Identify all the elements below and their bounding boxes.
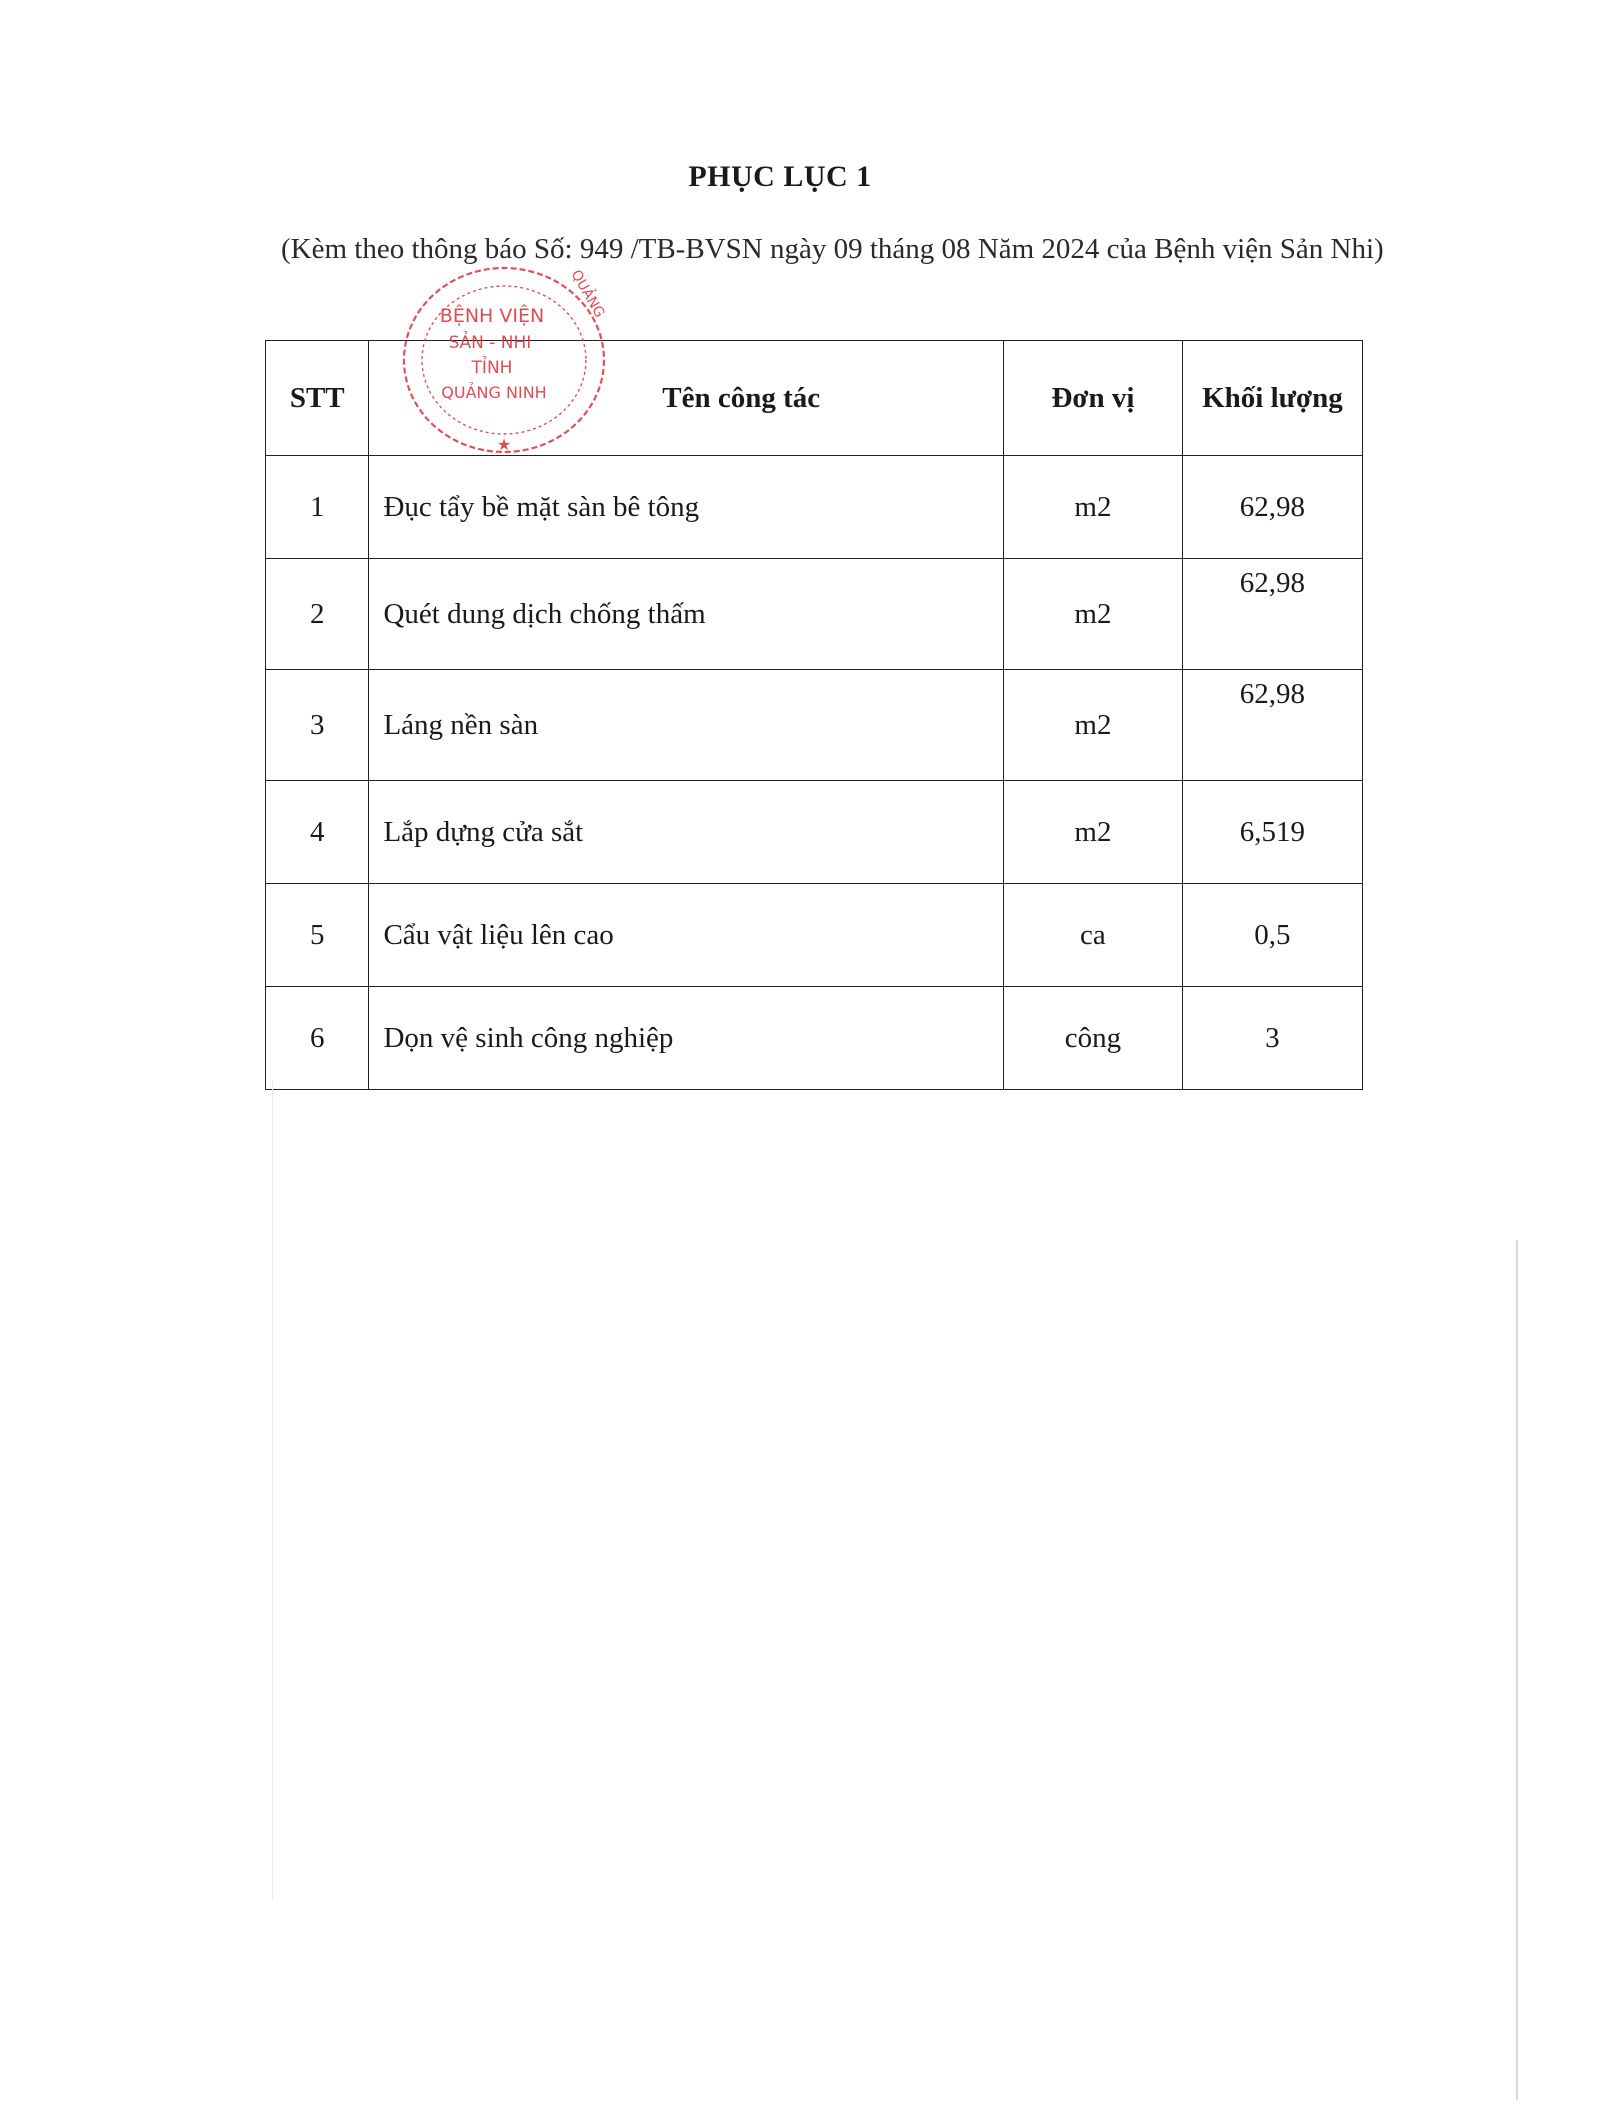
document-subtitle: (Kèm theo thông báo Số: 949 /TB-BVSN ngày 09 tháng 08 Năm 2024 của Bệnh viện Sản Nhi) — [281, 233, 1384, 265]
header-unit: Đơn vị — [1004, 341, 1183, 456]
scan-edge-line — [272, 1080, 273, 1900]
stamp-line-4: QUẢNG NINH — [441, 383, 547, 402]
page-title: PHỤC LỤC 1 — [688, 160, 872, 193]
row-task-name: Đục tẩy bề mặt sàn bê tông — [369, 456, 1004, 559]
table-row — [266, 884, 1363, 987]
row-task-name: Dọn vệ sinh công nghiệp — [369, 987, 1004, 1090]
table-row — [266, 559, 1363, 670]
stamp-line-3: TỈNH — [471, 358, 513, 378]
table-row — [266, 670, 1363, 781]
scan-edge-line — [1516, 1240, 1518, 2100]
table-row — [266, 781, 1363, 884]
stamp-star-icon: ★ — [496, 435, 512, 454]
row-quantity: 62,98 — [1182, 456, 1362, 559]
row-stt: 5 — [266, 884, 369, 987]
row-quantity: 3 — [1182, 987, 1362, 1090]
row-quantity: 0,5 — [1182, 884, 1362, 987]
header-stt: STT — [266, 341, 369, 456]
row-task-name: Quét dung dịch chống thấm — [369, 559, 1004, 670]
row-quantity: 6,519 — [1182, 781, 1362, 884]
row-stt: 3 — [266, 670, 369, 781]
row-stt: 1 — [266, 456, 369, 559]
row-quantity: 62,98 — [1182, 559, 1362, 670]
table-row — [266, 987, 1363, 1090]
row-unit: ca — [1004, 884, 1183, 987]
stamp-line-1: BỆNH VIỆN — [439, 305, 545, 327]
row-stt: 6 — [266, 987, 369, 1090]
row-task-name: Cẩu vật liệu lên cao — [369, 884, 1004, 987]
row-unit: m2 — [1004, 559, 1183, 670]
stamp-line-2: SẢN - NHI — [448, 333, 532, 353]
row-task-name: Láng nền sàn — [369, 670, 1004, 781]
row-quantity: 62,98 — [1182, 670, 1362, 781]
stamp-ring-text: QUẢNG — [567, 267, 608, 321]
row-stt: 4 — [266, 781, 369, 884]
work-items-table — [265, 340, 1363, 1090]
header-task-name: Tên công tác — [369, 341, 1004, 456]
header-quantity: Khối lượng — [1182, 341, 1362, 456]
row-unit: công — [1004, 987, 1183, 1090]
row-stt: 2 — [266, 559, 369, 670]
row-unit: m2 — [1004, 456, 1183, 559]
row-task-name: Lắp dựng cửa sắt — [369, 781, 1004, 884]
row-unit: m2 — [1004, 781, 1183, 884]
table-row — [266, 456, 1363, 559]
row-unit: m2 — [1004, 670, 1183, 781]
table-header-row — [266, 341, 1363, 456]
